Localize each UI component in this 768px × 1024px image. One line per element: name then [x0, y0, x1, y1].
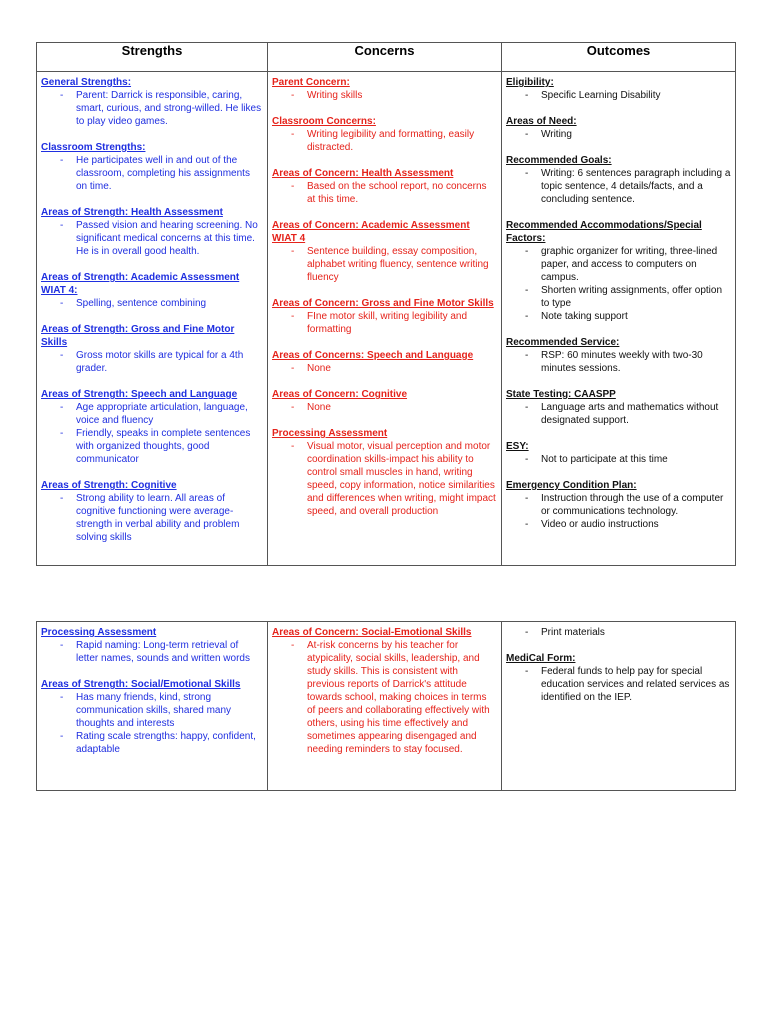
- section-heading: Areas of Strength: Social/Emotional Skills: [41, 679, 241, 690]
- section-heading: Areas of Strength: Speech and Language: [41, 389, 238, 400]
- section-heading: Recommended Goals:: [506, 155, 612, 166]
- dash-bullet: -: [291, 129, 295, 140]
- section-heading: Classroom Concerns:: [272, 116, 376, 127]
- dash-bullet: -: [525, 493, 529, 504]
- list-item-text: Instruction through the use of a computer or communications technology.: [541, 493, 724, 517]
- list-item-text: RSP: 60 minutes weekly with two-30 minutes sessions.: [541, 350, 703, 374]
- list-item-text: At-risk concerns by his teacher for atypicality, social skills, leadership, and study skills. This is consistent with previous reports of Darrick's attitude towards school, making choices in terms of peers and collaborating effectively with others, using his time effectively and sometimes appearing disengaged and needing reminders to stay focused.: [307, 640, 490, 755]
- header-outcomes: Outcomes: [502, 43, 736, 72]
- bullet-list: [506, 167, 731, 206]
- bullet-list: [272, 401, 497, 414]
- section-heading: Parent Concern:: [272, 77, 350, 88]
- section-heading: Eligibility:: [506, 77, 554, 88]
- section: [41, 626, 263, 665]
- dash-bullet: -: [60, 90, 64, 101]
- bullet-list: [506, 89, 731, 102]
- section-heading: Recommended Service:: [506, 337, 620, 348]
- dash-bullet: -: [291, 246, 295, 257]
- dash-bullet: -: [60, 640, 64, 651]
- section: [506, 76, 731, 102]
- bullet-list: [41, 219, 263, 258]
- bullet-list: [41, 154, 263, 193]
- dash-bullet: -: [525, 129, 529, 140]
- section: [272, 626, 497, 756]
- bullet-list: [506, 245, 731, 323]
- list-item-text: None: [307, 363, 331, 374]
- list-item-text: Note taking support: [541, 311, 628, 322]
- outcomes-column: [502, 72, 735, 537]
- list-item-text: Visual motor, visual perception and motor coordination skills-impact his ability to control small muscles in hand, writing speed, copy information, notice similarities and differences when writing, might impact speed, and overall production: [307, 441, 496, 517]
- bullet-list: [272, 128, 497, 154]
- list-item: [525, 626, 731, 639]
- strengths-column: [37, 622, 267, 762]
- list-item-text: Print materials: [541, 627, 605, 638]
- section: [41, 479, 263, 544]
- bullet-list: [272, 89, 497, 102]
- section-heading: Areas of Strength: Academic Assessment WIAT 4:: [41, 272, 240, 296]
- list-item: [525, 453, 731, 466]
- list-item-text: Has many friends, kind, strong communication skills, shared many thoughts and interests: [76, 692, 232, 729]
- list-item-text: Writing: 6 sentences paragraph including a topic sentence, 4 details/facts, and a concluding sentence.: [541, 168, 731, 205]
- dash-bullet: -: [525, 350, 529, 361]
- list-item: [525, 518, 731, 531]
- outcomes-cell: [502, 72, 736, 566]
- list-item-text: Specific Learning Disability: [541, 90, 661, 101]
- list-item: [291, 128, 497, 154]
- concerns-column: [268, 72, 501, 524]
- bullet-list: [41, 349, 263, 375]
- dash-bullet: -: [60, 428, 64, 439]
- section-heading: Areas of Concern: Health Assessment: [272, 168, 454, 179]
- list-item: [525, 167, 731, 206]
- list-item: [525, 349, 731, 375]
- dash-bullet: -: [60, 692, 64, 703]
- section: [41, 323, 263, 375]
- list-item: [60, 492, 263, 544]
- list-item-text: Shorten writing assignments, offer option to type: [541, 285, 723, 309]
- bullet-list: [506, 401, 731, 427]
- list-item: [525, 89, 731, 102]
- dash-bullet: -: [60, 298, 64, 309]
- list-item: [525, 245, 731, 284]
- list-item: [525, 492, 731, 518]
- dash-bullet: -: [60, 155, 64, 166]
- bullet-list: [272, 362, 497, 375]
- list-item: [291, 440, 497, 518]
- list-item: [291, 639, 497, 756]
- dash-bullet: -: [291, 402, 295, 413]
- content-row: [37, 622, 736, 791]
- section-heading: Areas of Strength: Cognitive: [41, 480, 177, 491]
- dash-bullet: -: [291, 441, 295, 452]
- dash-bullet: -: [525, 311, 529, 322]
- bullet-list: [41, 492, 263, 544]
- section: [506, 479, 731, 531]
- bullet-list: [41, 401, 263, 466]
- list-item-text: Writing legibility and formatting, easily distracted.: [307, 129, 475, 153]
- concerns-column: [268, 622, 501, 762]
- list-item: [60, 154, 263, 193]
- section: [41, 141, 263, 193]
- list-item-text: Gross motor skills are typical for a 4th grader.: [76, 350, 244, 374]
- dash-bullet: -: [525, 402, 529, 413]
- section: [272, 427, 497, 518]
- section-heading: State Testing: CAASPP: [506, 389, 616, 400]
- list-item: [60, 297, 263, 310]
- list-item-text: Based on the school report, no concerns at this time.: [307, 181, 487, 205]
- bullet-list: [272, 310, 497, 336]
- section-heading: MediCal Form:: [506, 653, 576, 664]
- list-item: [291, 362, 497, 375]
- list-item: [60, 219, 263, 258]
- list-item-text: Passed vision and hearing screening. No significant medical concerns at this time. He is in overall good health.: [76, 220, 258, 257]
- dash-bullet: -: [60, 350, 64, 361]
- dash-bullet: -: [291, 640, 295, 651]
- dash-bullet: -: [60, 220, 64, 231]
- list-item-text: Friendly, speaks in complete sentences with organized thoughts, good communicator: [76, 428, 251, 465]
- bullet-list: [506, 349, 731, 375]
- bullet-list: [41, 89, 263, 128]
- list-item-text: Rapid naming: Long-term retrieval of letter names, sounds and written words: [76, 640, 250, 664]
- bullet-list: [506, 665, 731, 704]
- section-heading: Areas of Need:: [506, 116, 577, 127]
- bullet-list: [41, 297, 263, 310]
- list-item-text: Video or audio instructions: [541, 519, 659, 530]
- bullet-list: [41, 639, 263, 665]
- dash-bullet: -: [291, 363, 295, 374]
- list-item-text: Writing skills: [307, 90, 363, 101]
- section: [41, 678, 263, 756]
- dash-bullet: -: [291, 311, 295, 322]
- section-heading: Processing Assessment: [272, 428, 388, 439]
- list-item: [525, 310, 731, 323]
- section: [506, 219, 731, 323]
- list-item: [60, 349, 263, 375]
- header-strengths: Strengths: [37, 43, 268, 72]
- header-row: [37, 43, 736, 72]
- dash-bullet: -: [525, 627, 529, 638]
- list-item: [60, 730, 263, 756]
- section: [506, 652, 731, 704]
- section-heading: Recommended Accommodations/Special Factors:: [506, 220, 702, 244]
- section: [41, 271, 263, 310]
- outcomes-cell: [502, 622, 736, 791]
- list-item: [291, 310, 497, 336]
- dash-bullet: -: [525, 168, 529, 179]
- section: [41, 388, 263, 466]
- list-item-text: Spelling, sentence combining: [76, 298, 207, 309]
- dash-bullet: -: [525, 666, 529, 677]
- section: [506, 626, 731, 639]
- section-heading: Emergency Condition Plan:: [506, 480, 637, 491]
- strengths-cell: [37, 72, 268, 566]
- dash-bullet: -: [60, 493, 64, 504]
- list-item: [525, 665, 731, 704]
- list-item-text: Strong ability to learn. All areas of cognitive functioning were average-strength in verbal ability and problem solving skills: [76, 493, 240, 543]
- list-item-text: None: [307, 402, 331, 413]
- list-item-text: Language arts and mathematics without designated support.: [541, 402, 719, 426]
- bullet-list: [506, 492, 731, 531]
- section: [272, 115, 497, 154]
- dash-bullet: -: [525, 285, 529, 296]
- dash-bullet: -: [60, 402, 64, 413]
- list-item: [291, 245, 497, 284]
- bullet-list: [41, 691, 263, 756]
- section: [506, 336, 731, 375]
- bullet-list: [506, 626, 731, 639]
- iep-summary-table: [36, 42, 736, 566]
- concerns-cell: [268, 622, 502, 791]
- strengths-cell: [37, 622, 268, 791]
- section: [506, 115, 731, 141]
- section-heading: Areas of Strength: Gross and Fine Motor Skills: [41, 324, 235, 348]
- section-heading: Areas of Concerns: Speech and Language: [272, 350, 474, 361]
- bullet-list: [272, 245, 497, 284]
- section: [41, 206, 263, 258]
- bullet-list: [506, 128, 731, 141]
- list-item-text: graphic organizer for writing, three-lined paper, and access to computers on campus.: [541, 246, 718, 283]
- section: [272, 349, 497, 375]
- section: [272, 219, 497, 284]
- list-item: [60, 639, 263, 665]
- list-item: [525, 128, 731, 141]
- dash-bullet: -: [291, 181, 295, 192]
- dash-bullet: -: [60, 731, 64, 742]
- dash-bullet: -: [525, 90, 529, 101]
- section-heading: Areas of Concern: Gross and Fine Motor Skills: [272, 298, 494, 309]
- section-heading: Processing Assessment: [41, 627, 157, 638]
- dash-bullet: -: [291, 90, 295, 101]
- list-item: [60, 691, 263, 730]
- section: [272, 388, 497, 414]
- concerns-cell: [268, 72, 502, 566]
- section-heading: General Strengths:: [41, 77, 132, 88]
- list-item: [291, 180, 497, 206]
- list-item-text: Rating scale strengths: happy, confident, adaptable: [76, 731, 256, 755]
- section: [272, 167, 497, 206]
- list-item: [60, 427, 263, 466]
- dash-bullet: -: [525, 454, 529, 465]
- bullet-list: [272, 440, 497, 518]
- dash-bullet: -: [525, 246, 529, 257]
- outcomes-column: [502, 622, 735, 710]
- list-item-text: Federal funds to help pay for special education services and related services as identified on the IEP.: [541, 666, 730, 703]
- section: [506, 388, 731, 427]
- list-item: [525, 401, 731, 427]
- section-heading: ESY:: [506, 441, 529, 452]
- section-heading: Areas of Concern: Social-Emotional Skills: [272, 627, 472, 638]
- section: [41, 76, 263, 128]
- section-heading: Classroom Strengths:: [41, 142, 146, 153]
- bullet-list: [272, 180, 497, 206]
- list-item: [291, 89, 497, 102]
- list-item-text: FIne motor skill, writing legibility and formatting: [307, 311, 468, 335]
- iep-summary-table-continued: [36, 621, 736, 791]
- section: [272, 297, 497, 336]
- section: [272, 76, 497, 102]
- section-heading: Areas of Concern: Academic Assessment WIAT 4: [272, 220, 470, 244]
- list-item-text: He participates well in and out of the classroom, completing his assignments on time.: [76, 155, 250, 192]
- content-row: [37, 72, 736, 566]
- list-item: [60, 89, 263, 128]
- section-heading: Areas of Strength: Health Assessment: [41, 207, 223, 218]
- section: [506, 154, 731, 206]
- list-item-text: Parent: Darrick is responsible, caring, smart, curious, and strong-willed. He likes to play video games.: [76, 90, 262, 127]
- list-item-text: Not to participate at this time: [541, 454, 668, 465]
- section-heading: Areas of Concern: Cognitive: [272, 389, 408, 400]
- list-item-text: Age appropriate articulation, language, voice and fluency: [76, 402, 248, 426]
- bullet-list: [506, 453, 731, 466]
- bullet-list: [272, 639, 497, 756]
- list-item-text: Sentence building, essay composition, alphabet writing fluency, sentence writing fluency: [307, 246, 489, 283]
- section: [506, 440, 731, 466]
- dash-bullet: -: [525, 519, 529, 530]
- list-item: [60, 401, 263, 427]
- list-item: [291, 401, 497, 414]
- list-item: [525, 284, 731, 310]
- header-concerns: Concerns: [268, 43, 502, 72]
- list-item-text: Writing: [541, 129, 572, 140]
- strengths-column: [37, 72, 267, 550]
